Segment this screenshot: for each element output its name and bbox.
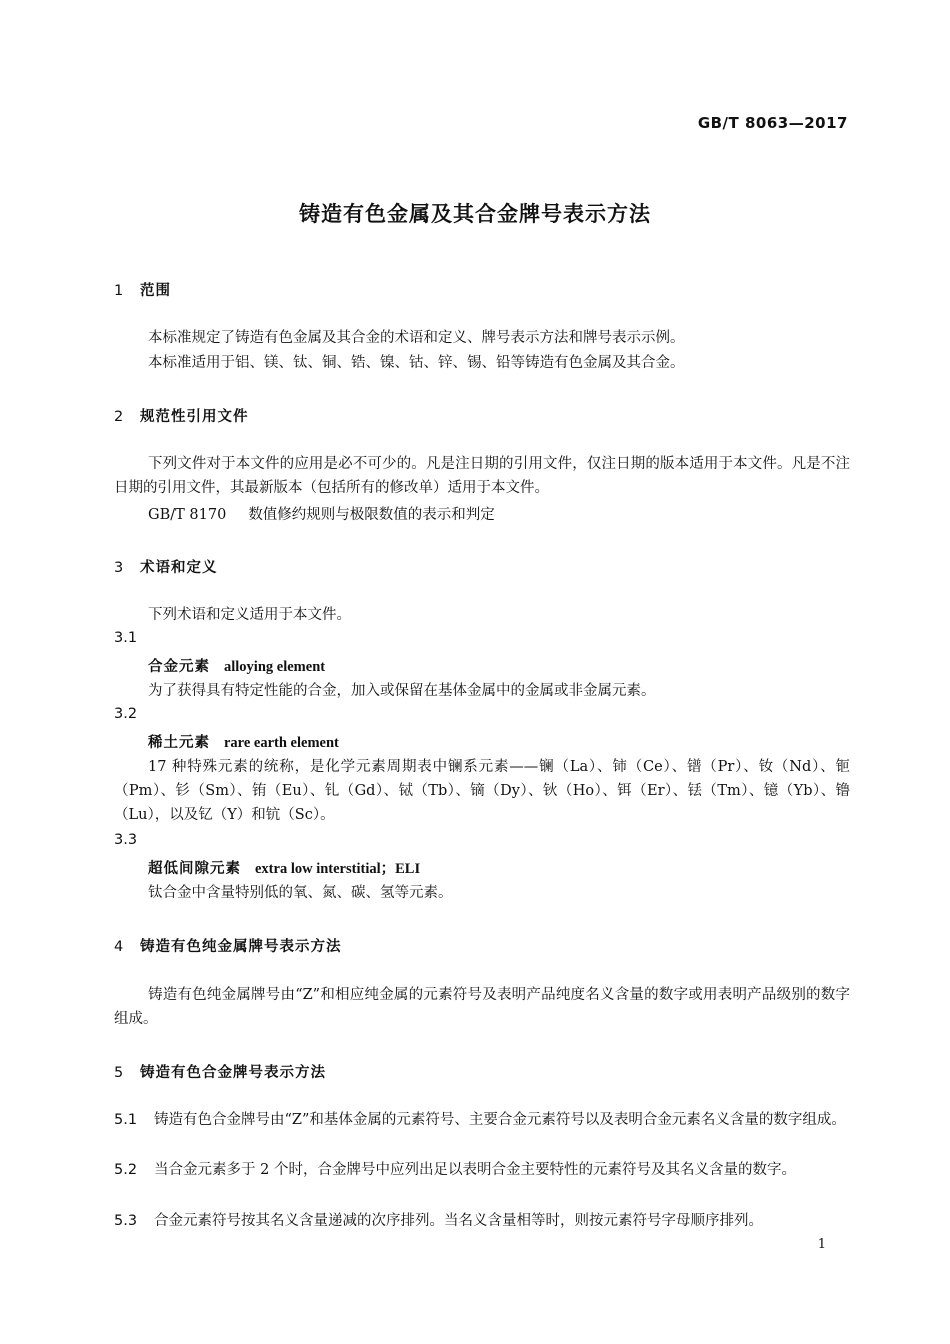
term-entry <box>148 857 420 878</box>
page-number: 1 <box>817 1237 826 1252</box>
clause-number: 5.1 <box>114 1112 138 1128</box>
section-number: 3 <box>114 560 125 576</box>
term-number: 3.3 <box>114 832 138 848</box>
scope-paragraph-1: 本标准规定了铸造有色金属及其合金的术语和定义、牌号表示方法和牌号表示示例。 <box>148 330 685 346</box>
pure-metal-designation-paragraph: 铸造有色纯金属牌号由“Z”和相应纯金属的元素符号及表明产品纯度名义含量的数字或用表明产品级别的数字组成。 <box>114 987 850 1027</box>
term-definition: 为了获得具有特定性能的合金，加入或保留在基体金属中的金属或非金属元素。 <box>148 683 656 699</box>
clause-number: 5.2 <box>114 1162 138 1178</box>
section-title: 铸造有色合金牌号表示方法 <box>140 1065 326 1081</box>
section-number: 2 <box>114 409 125 425</box>
term-en: extra low interstitial；ELI <box>255 861 421 877</box>
term-definition: 钛合金中含量特别低的氧、氮、碳、氢等元素。 <box>148 885 453 901</box>
clause-5-2 <box>114 1158 850 1182</box>
reference-title: 数值修约规则与极限数值的表示和判定 <box>248 507 495 523</box>
clause-5-3 <box>114 1209 850 1233</box>
clause-text: 合金元素符号按其名义含量递减的次序排列。当名义含量相等时，则按元素符号字母顺序排列。 <box>154 1213 763 1229</box>
clause-5-1 <box>114 1108 850 1132</box>
normative-references-paragraph: 下列文件对于本文件的应用是必不可少的。凡是注日期的引用文件，仅注日期的版本适用于本文件。凡是不注日期的引用文件，其最新版本（包括所有的修改单）适用于本文件。 <box>114 456 850 496</box>
section-number: 1 <box>114 283 125 299</box>
section-title: 铸造有色纯金属牌号表示方法 <box>140 939 342 955</box>
terms-intro: 下列术语和定义适用于本文件。 <box>148 607 351 623</box>
section-number: 4 <box>114 939 125 955</box>
section-5-heading <box>114 1061 326 1082</box>
normative-reference-entry <box>148 503 495 524</box>
section-title: 术语和定义 <box>140 560 218 576</box>
term-zh: 稀土元素 <box>148 735 210 751</box>
term-definition: 17 种特殊元素的统称，是化学元素周期表中镧系元素——镧（La）、铈（Ce）、镨（Pr）、钕（Nd）、钷（Pm）、钐（Sm）、铕（Eu）、钆（Gd）、铽（Tb）、镝（Dy）、钬（Ho）、铒（Er）、铥（Tm）、镱（Yb）、镥（Lu），以及钇（Y）和钪（Sc）。 <box>114 759 850 823</box>
section-3-heading <box>114 556 218 577</box>
section-2-heading <box>114 405 249 426</box>
reference-code: GB/T 8170 <box>148 507 227 523</box>
section-number: 5 <box>114 1065 125 1081</box>
document-title: 铸造有色金属及其合金牌号表示方法 <box>299 202 651 226</box>
section-title: 范围 <box>140 283 171 299</box>
term-zh: 超低间隙元素 <box>148 861 241 877</box>
term-en: rare earth element <box>224 735 339 751</box>
term-entry <box>148 731 339 752</box>
term-entry <box>148 655 325 676</box>
section-1-heading <box>114 279 171 300</box>
section-4-heading <box>114 935 342 956</box>
scope-paragraph-2: 本标准适用于铝、镁、钛、铜、锆、镍、钴、锌、锡、铅等铸造有色金属及其合金。 <box>148 355 685 371</box>
clause-number: 5.3 <box>114 1213 138 1229</box>
term-zh: 合金元素 <box>148 659 210 675</box>
term-number: 3.2 <box>114 706 138 722</box>
clause-text: 铸造有色合金牌号由“Z”和基体金属的元素符号、主要合金元素符号以及表明合金元素名义含量的数字组成。 <box>154 1112 846 1128</box>
term-en: alloying element <box>224 659 326 675</box>
section-title: 规范性引用文件 <box>140 409 249 425</box>
standard-code: GB/T 8063—2017 <box>697 114 848 132</box>
clause-text: 当合金元素多于 2 个时，合金牌号中应列出足以表明合金主要特性的元素符号及其名义含量的数字。 <box>154 1162 796 1178</box>
term-number: 3.1 <box>114 630 138 646</box>
